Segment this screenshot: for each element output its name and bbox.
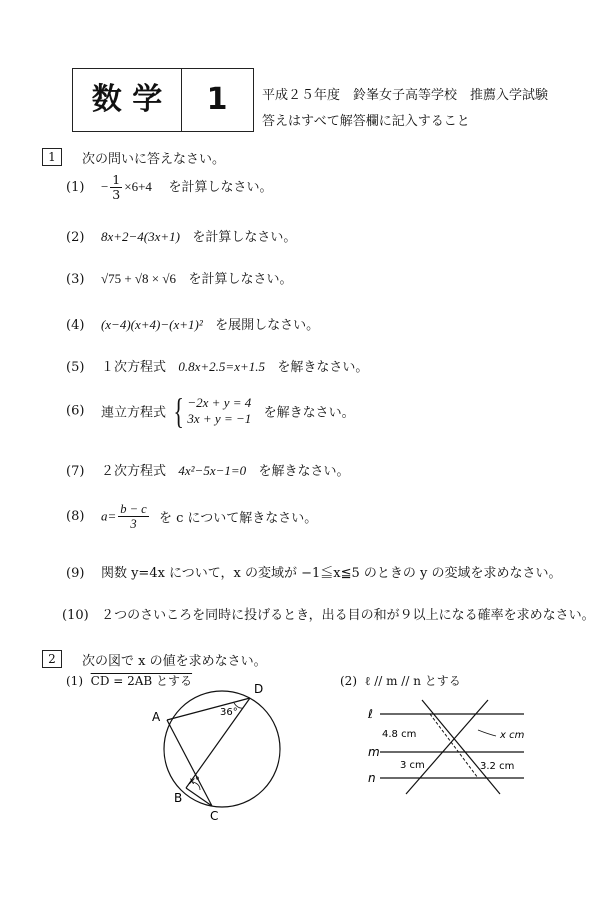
length-3-2: 3.2 cm bbox=[480, 761, 515, 772]
parallel-lines-figure bbox=[360, 690, 540, 800]
label-A: A bbox=[152, 710, 161, 724]
q1-expr: ×6+4 bbox=[124, 179, 152, 194]
q6-instruction: を解きなさい。 bbox=[263, 405, 355, 421]
angle-36-label: 36° bbox=[220, 707, 238, 718]
q3-label: (3) bbox=[66, 272, 85, 287]
angle-x-label: x° bbox=[189, 776, 200, 787]
q3-instruction: を計算しなさい。 bbox=[188, 272, 293, 287]
q1-label: (1) bbox=[66, 180, 85, 195]
length-4-8: 4.8 cm bbox=[382, 729, 417, 740]
p2-label: (2) bbox=[340, 674, 357, 688]
question-3 bbox=[66, 268, 292, 287]
question-7 bbox=[66, 460, 350, 479]
x-arrow bbox=[478, 730, 496, 736]
q5-expr: 0.8x+2.5=x+1.5 bbox=[178, 359, 265, 374]
exam-note: 答えはすべて解答欄に記入すること bbox=[262, 114, 470, 129]
p1-label: (1) bbox=[66, 674, 83, 688]
q9-label: (9) bbox=[66, 566, 85, 581]
question-9 bbox=[66, 562, 562, 581]
q4-instruction: を展開しなさい。 bbox=[215, 318, 320, 333]
length-3: 3 cm bbox=[400, 760, 425, 771]
section-number-1: 1 bbox=[42, 148, 62, 166]
p1-condition-text: CD = 2AB とする bbox=[90, 674, 193, 688]
q8-lhs: a= bbox=[100, 508, 117, 524]
segment-DB bbox=[186, 698, 250, 788]
q6-label: (6) bbox=[66, 403, 85, 419]
q1-instruction: を計算しなさい。 bbox=[168, 180, 273, 195]
label-l: ℓ bbox=[368, 707, 373, 721]
exam-number: 1 bbox=[206, 82, 228, 117]
q7-expr: 4x²−5x−1=0 bbox=[178, 463, 247, 478]
q7-label: (7) bbox=[66, 464, 85, 479]
q8-instruction: を c について解きなさい。 bbox=[158, 511, 318, 526]
label-B: B bbox=[174, 791, 183, 805]
q1-fraction: $\frac{1}{3}$ bbox=[112, 172, 121, 202]
q8-fraction: $\frac{b - c}{3}$ bbox=[120, 502, 147, 531]
question-2 bbox=[66, 226, 296, 245]
q7-prefix: ２次方程式 bbox=[100, 464, 166, 479]
subject-box bbox=[72, 68, 254, 132]
q1-sign: − bbox=[100, 179, 109, 194]
length-x: x cm bbox=[500, 730, 525, 741]
q6-system: −2x + y = 4 3x + y = −1 bbox=[187, 395, 252, 426]
label-m: m bbox=[368, 745, 380, 759]
q5-instruction: を解きなさい。 bbox=[277, 360, 369, 375]
label-C: C bbox=[210, 809, 219, 823]
exam-title: 平成２５年度 鈴峯女子高等学校 推薦入学試験 bbox=[262, 88, 549, 103]
q2-label: (2) bbox=[66, 230, 85, 245]
q2-instruction: を計算しなさい。 bbox=[192, 230, 297, 245]
section2-instruction: 次の図で x の値を求めなさい。 bbox=[82, 654, 267, 669]
circle-figure bbox=[130, 675, 300, 825]
q5-prefix: １次方程式 bbox=[100, 360, 166, 375]
question-5 bbox=[66, 356, 368, 375]
dashed-segment bbox=[430, 714, 478, 778]
p2-condition-text: ℓ // m // n とする bbox=[364, 674, 461, 688]
q8-label: (8) bbox=[66, 509, 85, 524]
question-8 bbox=[66, 502, 317, 531]
q3-expr: √75 + √8 × √6 bbox=[100, 271, 177, 286]
q10-label: (10) bbox=[62, 608, 89, 623]
q9-text: 関数 y=4x について，x の変域が −1≦x≦5 のときの y の変域を求めなさい。 bbox=[100, 566, 562, 581]
q7-instruction: を解きなさい。 bbox=[258, 464, 350, 479]
q4-expr: (x−4)(x+4)−(x+1)² bbox=[100, 317, 203, 332]
q10-text: ２つのさいころを同時に投げるとき，出る目の和が９以上になる確率を求めなさい。 bbox=[101, 608, 595, 623]
subject-title: 数 学 bbox=[73, 69, 182, 131]
section1-instruction: 次の問いに答えなさい。 bbox=[82, 152, 226, 167]
question-4 bbox=[66, 314, 319, 333]
question-1 bbox=[66, 172, 272, 203]
label-n: n bbox=[368, 771, 376, 785]
q4-label: (4) bbox=[66, 318, 85, 333]
label-D: D bbox=[254, 682, 264, 696]
q6-prefix: 連立方程式 bbox=[100, 405, 166, 421]
problem-2-condition bbox=[340, 672, 461, 689]
q2-expr: 8x+2−4(3x+1) bbox=[100, 229, 180, 244]
question-6 bbox=[66, 393, 355, 429]
q6-brace: { bbox=[173, 391, 184, 431]
q5-label: (5) bbox=[66, 360, 85, 375]
question-10 bbox=[62, 604, 595, 623]
section-number-2: 2 bbox=[42, 650, 62, 668]
